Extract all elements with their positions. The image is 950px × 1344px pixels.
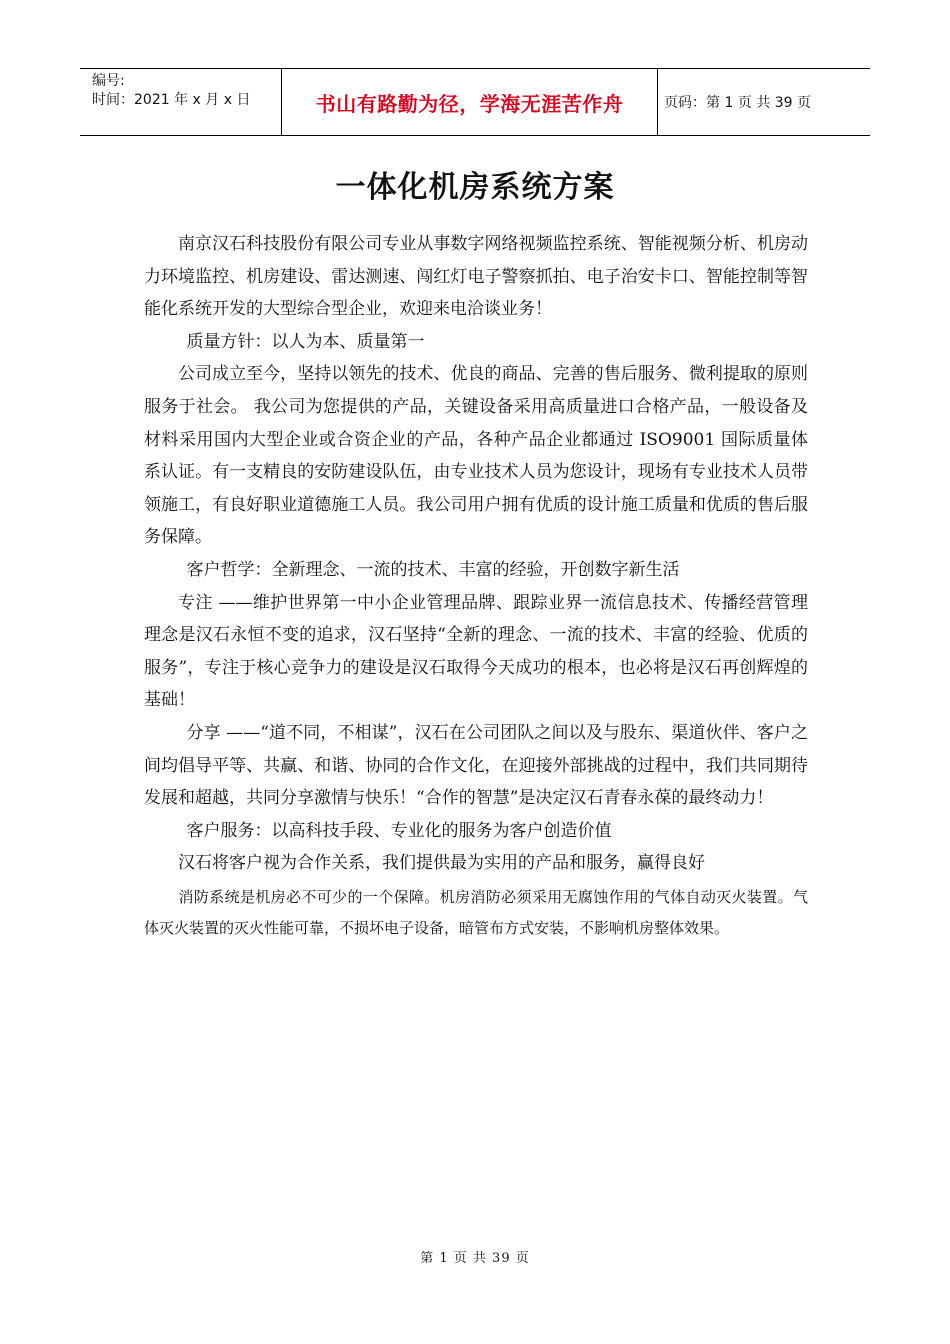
document-body xyxy=(144,228,808,944)
fire-protection-section xyxy=(144,882,808,944)
paragraph-sharing: 分享 ——“道不同，不相谋”，汉石在公司团队之间以及与股东、渠道伙伴、客户之间均倡导平等、共赢、和谐、协同的合作文化，在迎接外部挑战的过程中，我们共同期待发展和超越，共同分享激情与快乐！“合作的智慧”是决定汉石青春永葆的最终动力！ xyxy=(144,722,808,809)
header-page-info: 页码：第 1 页 共 39 页 xyxy=(664,95,811,111)
header-motto: 书山有路勤为径，学海无涯苦作舟 xyxy=(315,91,624,116)
header-time-label: 时间：2021 年 x 月 x 日 xyxy=(92,92,251,108)
header-number-label: 编号: xyxy=(92,73,125,89)
paragraph-customer-philosophy: 客户哲学：全新理念、一流的技术、丰富的经验，开创数字新生活 xyxy=(186,559,680,580)
paragraph-fire-protection: 消防系统是机房必不可少的一个保障。机房消防必须采用无腐蚀作用的气体自动灭火装置。气体灭火装置的灭火性能可靠，不损坏电子设备，暗管布方式安装，不影响机房整体效果。 xyxy=(144,887,808,937)
page-footer: 第 1 页 共 39 页 xyxy=(420,1251,530,1266)
paragraph-company-intro: 南京汉石科技股份有限公司专业从事数字网络视频监控系统、智能视频分析、机房动力环境监控、机房建设、雷达测速、闯红灯电子警察抓拍、电子治安卡口、智能控制等智能化系统开发的大型综合型企业，欢迎来电洽谈业务！ xyxy=(144,234,808,320)
document-title: 一体化机房系统方案 xyxy=(335,170,615,205)
paragraph-focus: 专注 ——维护世界第一中小企业管理品牌、跟踪业界一流信息技术、传播经营管理理念是汉石永恒不变的追求，汉石坚持“全新的理念、一流的技术、丰富的经验、优质的服务”，专注于核心竞争力的建设是汉石取得今天成功的根本，也必将是汉石再创辉煌的基础！ xyxy=(144,592,808,711)
header-page-info-cell xyxy=(658,69,870,135)
paragraph-customer-service: 客户服务：以高科技手段、专业化的服务为客户创造价值 xyxy=(186,820,612,841)
paragraph-quality-policy: 质量方针：以人为本、质量第一 xyxy=(186,331,425,352)
header-motto-cell xyxy=(282,69,658,135)
page-header xyxy=(80,68,870,136)
header-meta xyxy=(80,69,282,135)
paragraph-partnership: 汉石将客户视为合作关系，我们提供最为实用的产品和服务，赢得良好 xyxy=(178,853,705,874)
paragraph-company-history: 公司成立至今，坚持以领先的技术、优良的商品、完善的售后服务、微利提取的原则服务于社会。 我公司为您提供的产品，关键设备采用高质量进口合格产品，一般设备及材料采用国内大型企业或合资企业的产品，各种产品企业都通过 ISO9001 国际质量体系认证。有一支精良的安防建设队伍，由专业技术人员为您设计，现场有专业技术人员带领施工，有良好职业道德施工人员。我公司用户拥有优质的设计施工质量和优质的售后服务保障。 xyxy=(144,364,808,548)
